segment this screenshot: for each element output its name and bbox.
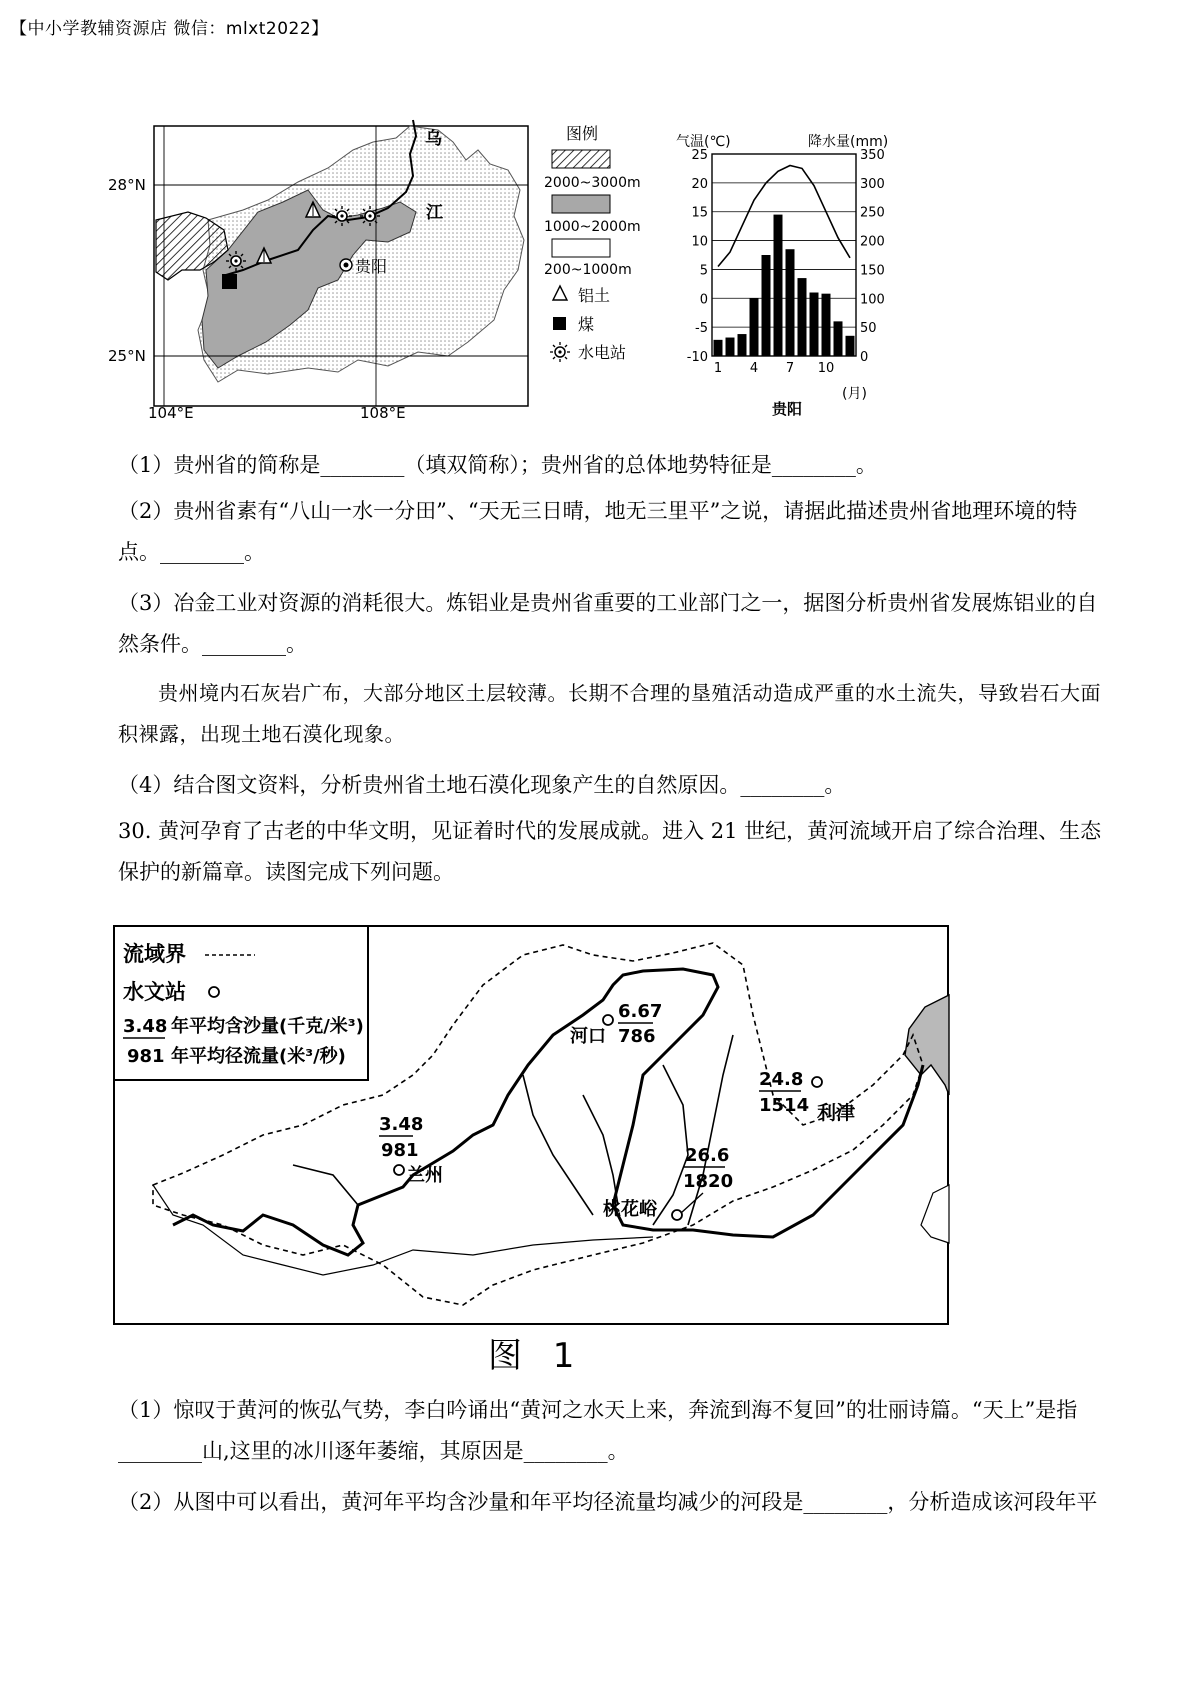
lon-108: 108°E bbox=[360, 404, 406, 422]
precip-bar bbox=[726, 338, 735, 356]
question-4: （4）结合图文资料，分析贵州省土地石漠化现象产生的自然原因。________。 bbox=[118, 773, 846, 797]
svg-text:兰州: 兰州 bbox=[407, 1165, 443, 1186]
question-2: （2）贵州省素有“八山一水一分田”、“天无三日晴，地无三里平”之说，请据此描述贵州省地理环境的特点。________。 bbox=[118, 499, 1078, 564]
legend-flow-value: 981 bbox=[127, 1046, 165, 1067]
right-tick-label: 200 bbox=[860, 234, 885, 250]
question-30: 30. 黄河孕育了古老的中华文明，见证着时代的发展成就。进入 21 世纪，黄河流域开启了综合治理、生态保护的新篇章。读图完成下列问题。 bbox=[118, 819, 1102, 884]
chart-x-label: 贵阳 bbox=[772, 400, 803, 418]
legend-label-mid: 1000~2000m bbox=[544, 219, 641, 235]
legend-hydropower-icon bbox=[550, 342, 570, 362]
right-tick-label: 0 bbox=[860, 350, 869, 365]
legend-sand-desc: 年平均含沙量(千克/米³) bbox=[171, 1016, 364, 1037]
legend-station-icon bbox=[209, 987, 219, 997]
precip-bar bbox=[822, 294, 831, 356]
legend-sand-value: 3.48 bbox=[123, 1016, 168, 1037]
svg-text:26.6: 26.6 bbox=[685, 1145, 730, 1166]
left-tick-label: -5 bbox=[695, 321, 708, 337]
right-tick-label: 250 bbox=[860, 205, 885, 221]
svg-text:1514: 1514 bbox=[759, 1095, 810, 1116]
precip-bar bbox=[786, 249, 795, 356]
map-legend bbox=[544, 124, 641, 362]
legend-flow-desc: 年平均径流量(米³/秒) bbox=[171, 1046, 346, 1067]
precip-bar bbox=[834, 321, 843, 356]
river-label-jiang: 江 bbox=[426, 203, 443, 223]
legend-label-bauxite: 铝土 bbox=[578, 286, 611, 305]
left-tick-label: 0 bbox=[699, 292, 708, 308]
figure-caption: 图 1 bbox=[488, 1336, 585, 1376]
precip-bar bbox=[762, 255, 771, 356]
legend-title: 图例 bbox=[566, 124, 599, 143]
right-tick-label: 300 bbox=[860, 176, 885, 192]
left-tick-label: -10 bbox=[686, 350, 708, 365]
right-tick-label: 50 bbox=[860, 321, 877, 337]
x-tick-label: 7 bbox=[785, 361, 795, 376]
question-1: （1）贵州省的简称是________（填双简称）；贵州省的总体地势特征是________。 bbox=[118, 453, 877, 477]
legend-label-high: 2000~3000m bbox=[544, 175, 641, 191]
precip-bar bbox=[738, 334, 747, 356]
svg-text:1820: 1820 bbox=[683, 1171, 734, 1192]
x-tick-label: 4 bbox=[749, 361, 759, 376]
left-tick-label: 20 bbox=[691, 176, 708, 192]
river-label-wu: 乌 bbox=[425, 129, 442, 149]
legend-bauxite-icon bbox=[553, 286, 567, 300]
right-tick-label: 100 bbox=[860, 292, 885, 308]
svg-text:981: 981 bbox=[381, 1140, 419, 1161]
precip-bar bbox=[846, 336, 855, 356]
hydropower-icon bbox=[332, 206, 352, 226]
precip-bar bbox=[750, 298, 759, 356]
precip-bar bbox=[714, 340, 723, 356]
svg-text:河口: 河口 bbox=[570, 1026, 606, 1047]
question-30-2: （2）从图中可以看出，黄河年平均含沙量和年平均径流量均减少的河段是________，分析造成该河段年平 bbox=[118, 1490, 1098, 1514]
climate-chart bbox=[672, 128, 910, 418]
guiyang-label: 贵阳 bbox=[355, 257, 388, 276]
precip-bar bbox=[810, 293, 819, 356]
right-tick-label: 150 bbox=[860, 263, 885, 279]
chart-left-axis-label: 气温(℃) bbox=[676, 134, 731, 150]
x-tick-label: 1 bbox=[713, 361, 723, 376]
hydropower-icon bbox=[226, 251, 246, 271]
x-tick-label: 10 bbox=[817, 361, 835, 376]
material-text: 贵州境内石灰岩广布，大部分地区土层较薄。长期不合理的垦殖活动造成严重的水土流失，导致岩石大面积裸露，出现土地石漠化现象。 bbox=[118, 681, 1101, 746]
precip-bar bbox=[774, 215, 783, 356]
legend-coal-icon bbox=[553, 317, 566, 330]
guiyang-marker bbox=[340, 259, 352, 271]
left-tick-label: 5 bbox=[699, 263, 708, 279]
hydropower-icon bbox=[360, 206, 380, 226]
precip-bar bbox=[798, 278, 807, 356]
chart-right-axis-label: 降水量(mm) bbox=[808, 134, 889, 150]
lat-28: 28°N bbox=[108, 176, 146, 194]
question-30-1: （1）惊叹于黄河的恢弘气势，李白吟诵出“黄河之水天上来，奔流到海不复回”的壮丽诗篇。“天上”是指________山,这里的冰川逐年萎缩，其原因是________。 bbox=[118, 1398, 1078, 1463]
legend-label-coal: 煤 bbox=[578, 315, 595, 334]
legend-label-low: 200~1000m bbox=[544, 262, 632, 278]
svg-text:利津: 利津 bbox=[817, 1102, 856, 1124]
question-3: （3）冶金工业对资源的消耗很大。炼铝业是贵州省重要的工业部门之一，据图分析贵州省发展炼铝业的自然条件。________。 bbox=[118, 591, 1098, 656]
chart-month-unit: (月) bbox=[842, 386, 867, 402]
legend-label-hydro: 水电站 bbox=[578, 343, 627, 362]
right-tick-label: 350 bbox=[860, 148, 885, 163]
guizhou-map bbox=[108, 120, 660, 422]
svg-text:6.67: 6.67 bbox=[618, 1001, 663, 1022]
coal-icon bbox=[222, 274, 237, 289]
svg-text:786: 786 bbox=[618, 1026, 656, 1047]
svg-text:桃花峪: 桃花峪 bbox=[603, 1199, 657, 1220]
yellow-river-map bbox=[113, 925, 951, 1327]
legend-station-label: 水文站 bbox=[123, 980, 186, 1004]
left-tick-label: 15 bbox=[691, 205, 708, 221]
legend-boundary-label: 流域界 bbox=[123, 942, 186, 966]
svg-text:3.48: 3.48 bbox=[379, 1114, 424, 1135]
left-tick-label: 25 bbox=[691, 148, 708, 163]
svg-text:24.8: 24.8 bbox=[759, 1069, 804, 1090]
lon-104: 104°E bbox=[148, 404, 194, 422]
lat-25: 25°N bbox=[108, 347, 146, 365]
page-header: 【中小学教辅资源店 微信：mlxt2022】 bbox=[10, 19, 329, 39]
left-tick-label: 10 bbox=[691, 234, 708, 250]
